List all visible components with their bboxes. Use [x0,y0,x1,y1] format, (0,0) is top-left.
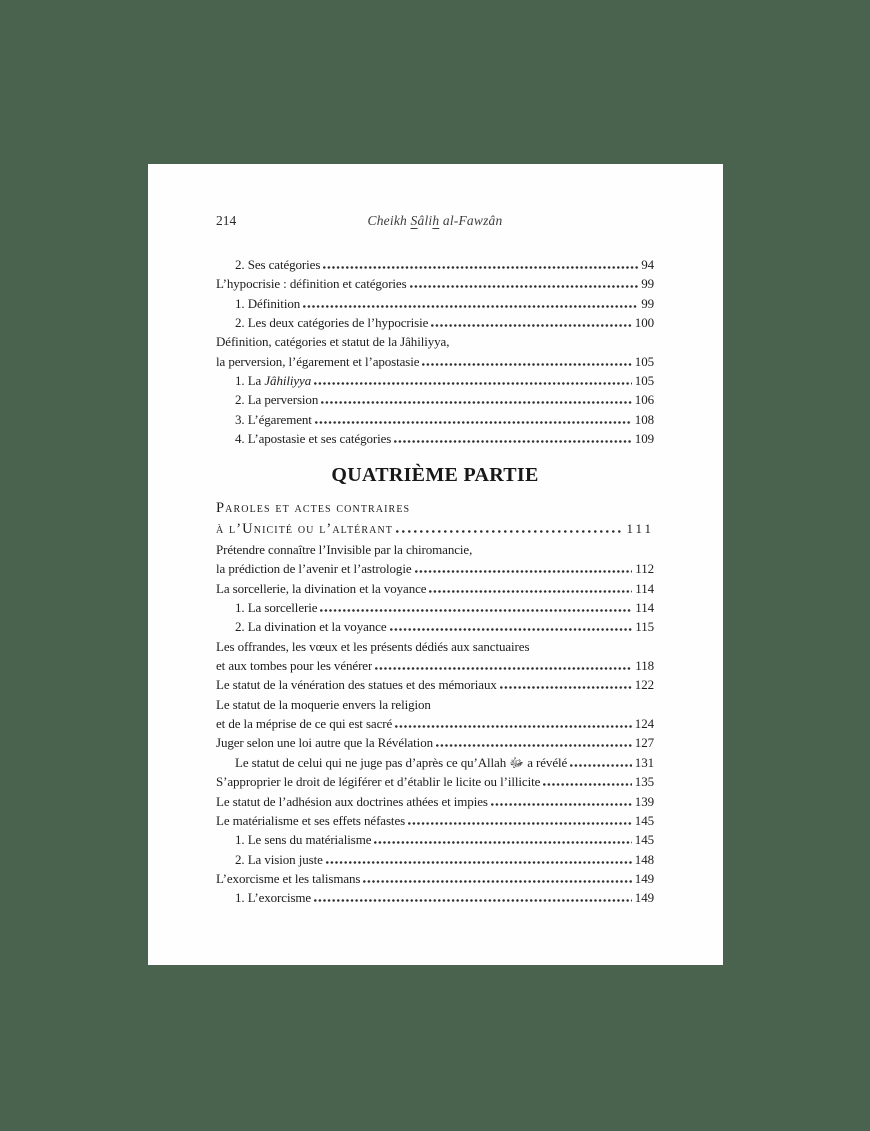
toc-page-number: 109 [634,431,654,447]
toc-row [216,429,654,448]
toc-entry-title: et de la méprise de ce qui est sacré [216,716,393,732]
toc-row [216,410,654,429]
toc-row [216,675,654,694]
toc-entry-title: Définition, catégories et statut de la Jâhiliyya, [216,334,450,350]
dot-leader [500,686,632,689]
author-text: âli [417,213,433,228]
toc-row [216,294,654,313]
dot-leader [314,382,632,385]
toc-entry-title-italic: Jâhiliyya [264,373,312,389]
toc-entry-title: Le statut de la vénération des statues et des mémoriaux [216,677,497,693]
toc-row [216,792,654,811]
dot-leader [395,725,632,728]
toc-entry-title: Le statut de celui qui ne juge pas d’après ce qu’Allah ﷻ a révélé [235,754,568,770]
toc-page-number: 148 [634,851,654,867]
toc-row [216,869,654,888]
toc-entry-title: S’approprier le droit de légiférer et d’établir le licite ou l’illicite [216,774,541,790]
toc-row [216,498,654,519]
running-header-author [216,212,654,229]
folio-page-number: 214 [216,213,237,228]
author-text: al-Fawzân [439,213,503,228]
toc-entry-title: Paroles et actes contraires [216,500,411,517]
toc-page-number: 105 [634,373,654,389]
toc-entry-title: 1. Le sens du matérialisme [235,832,372,848]
toc-page-number: 124 [634,716,654,732]
toc-entry-title: 2. La divination et la voyance [235,619,387,635]
toc-row [216,332,654,351]
running-header [216,212,654,229]
toc-list [216,498,654,907]
dot-leader [363,880,631,883]
dot-leader [436,744,632,747]
toc-row [216,772,654,791]
toc-entry-title: 2. La perversion [235,392,319,408]
toc-row [216,519,654,540]
dot-leader [491,803,632,806]
toc-page-number: 145 [634,832,654,848]
dot-leader [396,530,623,533]
toc-page-number: 149 [634,870,654,886]
toc-row [216,695,654,714]
toc-page-number: 122 [634,677,654,693]
dot-leader [375,667,632,670]
toc-row [216,579,654,598]
toc-page-number: 100 [634,315,654,331]
toc-entry-title [235,371,311,390]
toc-entry-title: 1. La sorcellerie [235,600,318,616]
toc-row [216,888,654,907]
toc-entry-title: 2. La vision juste [235,851,323,867]
toc-entry-title: La sorcellerie, la divination et la voyance [216,580,427,596]
toc-row [216,371,654,390]
toc-row [216,313,654,332]
dot-leader [321,401,632,404]
toc-page-number: 149 [634,890,654,906]
dot-leader [422,363,631,366]
toc-entry-title: 1. L’exorcisme [235,890,312,906]
dot-leader [429,590,632,593]
dot-leader [303,305,638,308]
toc-entry-title: L’hypocrisie : définition et catégories [216,276,407,292]
dot-leader [314,899,632,902]
toc-row [216,540,654,559]
toc-page-number: 145 [634,812,654,828]
dot-leader [570,764,632,767]
toc-row [216,850,654,869]
author-text: Cheikh [367,213,411,228]
dot-leader [374,841,631,844]
author-underlined-letter: h [432,213,440,228]
dot-leader [394,440,632,443]
toc-entry-title: la perversion, l’égarement et l’apostasie [216,353,420,369]
toc-row [216,733,654,752]
toc-row [216,255,654,274]
toc-page-number: 118 [635,658,654,674]
toc-row [216,598,654,617]
part-heading: QUATRIÈME PARTIE [331,464,539,487]
toc-entry-title: 2. Ses catégories [235,257,321,272]
dot-leader [543,783,632,786]
dot-leader [410,285,639,288]
toc-entry-title: Le statut de l’adhésion aux doctrines athées et impies [216,793,488,809]
toc-page-number: 106 [634,392,654,408]
toc-page-number: 94 [641,257,654,272]
toc-row [216,390,654,409]
dot-leader [415,570,633,573]
toc-page-number: 105 [634,353,654,369]
toc-page-number: 131 [634,754,654,770]
toc-entry-title: Les offrandes, les vœux et les présents dédiés aux sanctuaires [216,638,530,654]
dot-leader [390,628,633,631]
book-page-sheet [148,164,723,965]
toc-row [216,656,654,675]
toc-page-number: 99 [641,295,654,311]
toc-page-number: 127 [634,735,654,751]
toc-entry-title: 3. L’égarement [235,411,312,427]
toc-list [216,255,654,448]
toc-entry-title: 2. Les deux catégories de l’hypocrisie [235,315,429,331]
toc-page-number: 112 [635,561,654,577]
toc-row [216,811,654,830]
toc-entry-title-text: 1. La [235,373,265,389]
toc-entry-title: à l’Unicité ou l’altérant [216,521,394,538]
toc-sections [216,255,654,908]
toc-page-number: 114 [635,580,654,596]
toc-page-number: 99 [641,276,654,292]
toc-entry-title: la prédiction de l’avenir et l’astrologie [216,561,412,577]
toc-page-number: 108 [634,411,654,427]
toc-row [216,617,654,636]
toc-row [216,714,654,733]
dot-leader [326,861,632,864]
toc-page-number: 111 [626,521,654,537]
toc-page-number: 139 [634,793,654,809]
dot-leader [315,421,632,424]
toc-row [216,559,654,578]
toc-page-number: 115 [635,619,654,635]
toc-row [216,274,654,293]
toc-row [216,830,654,849]
page-content [148,164,723,908]
toc-row [216,753,654,772]
toc-entry-title: Prétendre connaître l’Invisible par la chiromancie, [216,542,473,558]
toc-row [216,352,654,371]
toc-page-number: 135 [634,774,654,790]
toc-row [216,637,654,656]
toc-entry-title: L’exorcisme et les talismans [216,870,361,886]
toc-entry-title: Le matérialisme et ses effets néfastes [216,812,406,828]
dot-leader [320,609,632,612]
toc-entry-title: 4. L’apostasie et ses catégories [235,431,392,447]
dot-leader [408,822,632,825]
author-underlined-letter: S [410,213,418,228]
dot-leader [431,324,632,327]
toc-entry-title: Le statut de la moquerie envers la religion [216,696,431,712]
toc-page-number: 114 [635,600,654,616]
toc-entry-title: 1. Définition [235,295,301,311]
toc-entry-title: Juger selon une loi autre que la Révélation [216,735,433,751]
dot-leader [323,266,638,269]
toc-entry-title: et aux tombes pour les vénérer [216,658,373,674]
